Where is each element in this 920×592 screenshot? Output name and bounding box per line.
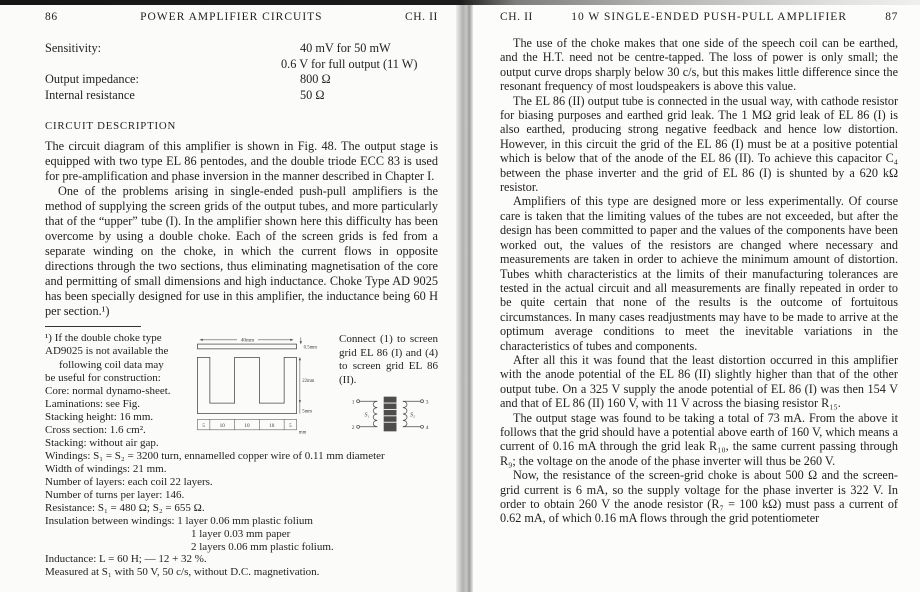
dim-bottom-label: 10 xyxy=(269,423,275,430)
left-running-head xyxy=(45,11,438,24)
spec-row-sensitivity xyxy=(45,41,438,57)
footnote-line: ¹) If the double choke type xyxy=(45,332,162,345)
choke-core xyxy=(384,397,397,432)
footnote-line: Inductance: L = 60 H; — 12 + 32 %. xyxy=(45,553,207,566)
spec-row-output-impedance xyxy=(45,72,438,88)
dim-unit-label: mm xyxy=(298,430,307,436)
footnote-wide-section xyxy=(45,450,438,579)
spec-list xyxy=(45,41,438,103)
footnote-line: Laminations: see Fig. xyxy=(45,397,141,410)
footnote-connect-column xyxy=(325,332,438,450)
footnote xyxy=(45,332,438,579)
spec-row-sensitivity-2 xyxy=(45,57,438,73)
winding-s2-label: S₂ xyxy=(410,413,416,420)
spec-row-internal-resistance xyxy=(45,88,438,104)
left-page xyxy=(0,4,456,592)
spec-label: Internal resistance xyxy=(45,87,135,102)
winding-left-coil xyxy=(373,402,377,428)
paragraph: The output stage was found to be taking a total of 73 mA. From the above it follows that the grid should have a potential above earth of 160 V, which means a current of 0.16 mA through the grid leak R₁₀, the same current passing through R₉; the voltage on the anode of the phase inverter will thus be 260 V. xyxy=(500,410,898,468)
footnote-line: Number of turns per layer: 146. xyxy=(45,488,185,501)
right-chapter-label: CH. II xyxy=(500,11,533,23)
spec-value: 0.6 V for full output (11 W) xyxy=(281,56,418,71)
lamination-strip xyxy=(197,344,296,349)
footnote-line: Windings: S₁ = S₂ = 3200 turn, ennamelled copper wire of 0.11 mm diameter xyxy=(45,450,385,463)
footnote-line: Resistance: S₁ = 480 Ω; S₂ = 655 Ω. xyxy=(45,501,205,514)
footnote-line: AD9025 is not available the xyxy=(45,345,169,358)
winding-s1-label: S₁ xyxy=(364,413,370,420)
paragraph: The use of the choke makes that one side of the speech coil can be earthed, and the H.T. need not be centre-tapped. The loss of power is only small; the output curve drops sharply below 30 c/s, but this makes little difference since the resonant frequency of most loudspeakers is above this value. xyxy=(500,36,898,94)
dim-bottom-label: 5 xyxy=(289,423,292,430)
footnote-line: Cross section: 1.6 cm². xyxy=(45,424,146,437)
right-running-head xyxy=(500,11,898,24)
dim-thickness-label: 0.5mm xyxy=(303,345,317,351)
paragraph: After all this it was found that the least distortion occurred in this amplifier with the anode potential of the EL 86 (II) slightly higher than that of the other output tube. On a 325 V supply the anode potential of EL 86 (I) was then 154 V and that of EL 86 (II) 160 V, with 11 V across the biasing resistor R₁₅. xyxy=(500,352,898,411)
spec-label xyxy=(45,57,300,73)
footnote-line: following coil data may xyxy=(59,358,164,371)
right-page-number: 87 xyxy=(885,11,898,23)
left-chapter-label: CH. II xyxy=(404,11,438,23)
page-gutter xyxy=(456,0,473,592)
footnote-line: Number of layers: each coil 22 layers. xyxy=(45,476,213,489)
dim-bottom-label: 10 xyxy=(244,423,250,430)
spec-value: 800 Ω xyxy=(300,72,331,87)
left-page-number: 86 xyxy=(45,11,58,23)
footnote-line: be useful for construction: xyxy=(45,371,161,384)
paragraph: The EL 86 (II) output tube is connected in the usual way, with cathode resistor for biasing purposes and earthed grid leak. The 1 MΩ grid leak of EL 86 (I) is also earthed, producing strong negative feedback and hence low distortion. However, in this circuit the grid of the EL 86 (I) must be at a positive potential which is below that of the anode of the EL 86 (II). To achieve this capacitor C₄ between the phase inverter and the grid of EL 86 (I) is shunted by a 620 kΩ resistor. xyxy=(500,93,898,195)
footnote-line: Measured at S₁ with 50 V, 50 c/s, without D.C. magnetivation. xyxy=(45,566,320,579)
footnote-line: Core: normal dynamo-sheet. xyxy=(45,384,171,397)
spec-label: Sensitivity: xyxy=(45,41,102,55)
paragraph: Amplifiers of this type are designed more or less experimentally. Of course care is taken that the limiting values of the tubes are not exceeded, but after the design has been committed to paper and the values of the components have been worked out, the values of the resistors are changed where necessary and measurements are taken in order to achieve the minimum amount of distortion. Tubes whith characteristics at the limits of their manufacturing tolerances are tested in the actual circuit and all measurements are finally repeated in order to be quite certain that none of the results is the outcome of fortuitous circumstances. In many cases readjustments may have to be made to arrive at the optimum average conditions to meet the inevitable variations in the characteristics of tubes and components. xyxy=(500,194,898,353)
terminal-label: 3 xyxy=(425,399,429,406)
scan-top-edge-shadow xyxy=(0,0,920,5)
terminal-label: 2 xyxy=(351,425,355,432)
choke-winding-diagram xyxy=(349,392,433,436)
lamination-drawing xyxy=(197,336,317,436)
spec-value: 40 mV for 50 mW xyxy=(300,41,391,55)
footnote-top-section xyxy=(45,332,438,450)
paragraph: One of the problems arising in single-ended push-pull amplifiers is the method of supplying the screen grids of the output tubes, and more particularly that of the “upper” tube (I). In the amplifier shown here this difficulty has been overcome by using a double choke. Each of the screen grids is fed from a separate winding on the choke, in which the current flows in opposite directions through the two sections, thus eliminating magnetisation of the core and permitting of small dimensions and high inductance. Choke Type AD 9025 has been specially designed for use in this amplifier, the inductance being 60 H per section.¹) xyxy=(45,184,438,319)
dim-bottom-label: 10 xyxy=(219,423,225,430)
lamination-figure xyxy=(197,332,325,450)
footnote-line: Width of windings: 21 mm. xyxy=(45,463,167,476)
right-page xyxy=(473,4,920,592)
footnote-line: 1 layer 0.03 mm paper xyxy=(191,527,291,540)
dim-bottom-label: 5 xyxy=(202,423,205,430)
footnote-line: Insulation between windings: 1 layer 0.06 mm plastic folium xyxy=(45,514,313,527)
winding-right-coil xyxy=(403,402,407,428)
dim-top-width-label: 40mm xyxy=(240,338,255,345)
spec-label: Output impedance: xyxy=(45,72,139,87)
left-running-title: POWER AMPLIFIER CIRCUITS xyxy=(140,11,323,23)
paragraph: The circuit diagram of this amplifier is shown in Fig. 48. The output stage is equipped with two type EL 86 pentodes, and the double triode ECC 83 is used for pre-amplification and phase inversion in the manner described in Chapter I. xyxy=(45,139,438,184)
section-heading: CIRCUIT DESCRIPTION xyxy=(45,120,177,133)
footnote-line: Stacking: without air gap. xyxy=(45,437,159,450)
dim-height-label: 22mm xyxy=(302,379,315,385)
footnote-text-column xyxy=(45,332,197,450)
dim-base-label: 5mm xyxy=(302,410,313,416)
terminal-label: 4 xyxy=(425,425,429,432)
connect-note: Connect (1) to screen grid EL 86 (I) and (4) to screen grid EL 86 (II). xyxy=(339,333,438,386)
right-running-title: 10 W SINGLE-ENDED PUSH-PULL AMPLIFIER xyxy=(571,11,848,23)
paragraph: Now, the resistance of the screen-grid choke is about 500 Ω and the screen-grid current is 6 mA, so the supply voltage for the phase inverter is 322 V. In order to obtain 260 V the anode resistor (R₇ = 100 kΩ) must pass a current of 0.62 mA, of which 0.16 mA flows through the grid potentiometer xyxy=(500,468,898,526)
footnote-line: Stacking height: 16 mm. xyxy=(45,410,154,423)
spec-value: 50 Ω xyxy=(300,87,325,102)
footnote-line: 2 layers 0.06 mm plastic folium. xyxy=(191,540,334,553)
lamination-profile xyxy=(197,358,296,414)
terminal-label: 1 xyxy=(351,399,355,406)
footnote-rule xyxy=(45,326,141,327)
